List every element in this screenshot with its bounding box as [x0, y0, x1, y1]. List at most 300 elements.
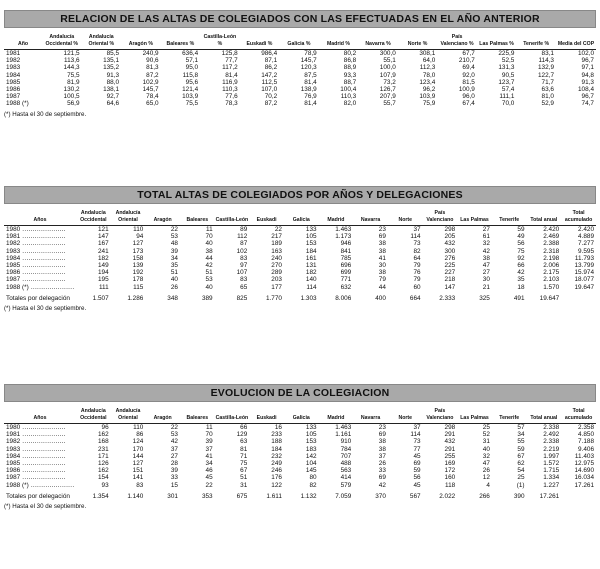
row-year: 1986	[6, 86, 21, 94]
table-cell: 59	[413, 467, 421, 475]
footnote: (*) Hasta el 30 de septiembre.	[4, 503, 87, 511]
table-cell: 42	[517, 269, 525, 277]
table-cell: 240,9	[142, 50, 159, 57]
table-cell: 78,9	[304, 50, 317, 57]
column-header: Galicia	[292, 414, 310, 421]
table-cell: 60	[413, 283, 421, 291]
totals-cell: 389	[201, 294, 213, 302]
table-cell: 26	[170, 283, 178, 291]
table-cell: 95,6	[185, 78, 199, 86]
row-year: 1980 .....................	[6, 226, 66, 233]
table-cell: 986,4	[261, 50, 278, 57]
row-year: 1985 .....................	[6, 262, 66, 270]
table-cell: 1.570	[543, 283, 560, 291]
table-cell: 67,4	[462, 100, 475, 108]
table-cell: 83	[240, 254, 248, 262]
table-cell: 100,5	[63, 93, 80, 101]
table-cell: 38	[378, 438, 386, 446]
table-row	[4, 72, 596, 79]
table-cell: 74,7	[581, 100, 594, 108]
table-cell: 153	[305, 438, 317, 446]
table-cell: 38	[378, 445, 386, 453]
table-cell: 39	[205, 438, 213, 446]
table-cell: 25	[482, 424, 490, 431]
table-cell: 205	[444, 233, 456, 241]
table-cell: 1.334	[543, 474, 560, 482]
leader-dots: .....................	[20, 460, 66, 468]
table-cell: 141	[132, 474, 144, 482]
table-altas-relacion	[4, 34, 596, 108]
table-cell: 65	[240, 283, 248, 291]
table-cell: 696	[340, 262, 352, 270]
table-cell: 203	[271, 276, 282, 284]
table-cell: 173	[132, 247, 144, 255]
row-year: 1988 (*) .....................	[6, 481, 75, 489]
table-cell: 699	[340, 269, 352, 277]
table-cell: 1.227	[543, 481, 560, 489]
table-cell: 144	[132, 452, 144, 460]
table-cell: 18.077	[574, 276, 594, 284]
totals-cell: 8.006	[335, 294, 352, 302]
table-cell: 79	[413, 276, 421, 284]
table-cell: 2.006	[543, 262, 560, 270]
table-cell: 240	[271, 254, 282, 262]
table-cell: 65,0	[146, 100, 159, 108]
table-cell: 158	[132, 254, 144, 262]
table-cell: 52	[482, 431, 490, 439]
table-cell: 12	[482, 474, 490, 482]
table-cell: 56	[413, 474, 421, 482]
column-header: Las Palmas	[460, 216, 489, 223]
table-cell: 23	[378, 424, 386, 431]
table-cell: 121,5	[63, 50, 80, 57]
table-row	[4, 262, 596, 269]
table-row	[4, 93, 596, 100]
leader-dots: .....................	[28, 481, 75, 489]
column-header: Galicia	[292, 216, 310, 223]
table-cell: 232	[271, 452, 282, 460]
table-cell: 192	[132, 269, 144, 277]
table-cell: 53	[170, 233, 178, 241]
table-cell: 63,6	[541, 86, 554, 94]
table-cell: 22	[205, 481, 213, 489]
table-cell: 88,7	[343, 78, 357, 86]
totals-cell: 664	[409, 294, 421, 302]
table-cell: 176	[271, 474, 282, 482]
table-cell: 87,1	[264, 57, 278, 65]
table-cell: 107,9	[379, 71, 396, 79]
table-cell: 122	[271, 481, 282, 489]
row-year: 1982 .....................	[6, 438, 66, 446]
totals-cell: 1.303	[300, 294, 317, 302]
table-cell: 100,0	[379, 64, 396, 72]
table-cell: 162	[97, 431, 109, 439]
totals-cell	[561, 489, 596, 500]
table-cell: 105	[305, 233, 317, 241]
table-cell: 89	[240, 226, 248, 233]
totals-cell: 325	[479, 294, 490, 302]
row-year: 1984	[6, 71, 21, 79]
table-cell: 102	[236, 247, 248, 255]
table-cell: 67	[517, 452, 525, 460]
table-cell: 79	[378, 276, 386, 284]
table-cell: 255	[444, 452, 456, 460]
table-cell: 107,0	[261, 86, 278, 94]
column-header: Baleares	[186, 216, 209, 223]
table-cell: 707	[340, 452, 352, 460]
table-cell: 112	[237, 233, 248, 241]
table-cell: 291	[444, 445, 456, 453]
table-cell: 41	[378, 254, 386, 262]
table-cell: 70	[205, 233, 213, 241]
table-cell: 16	[274, 424, 282, 431]
table-cell: 147	[444, 283, 456, 291]
table-cell: 90,5	[501, 71, 515, 79]
table-cell: 69	[378, 474, 386, 482]
column-header: Navarra %	[365, 40, 391, 47]
table-cell: 1.463	[335, 226, 352, 233]
table-cell: 147	[97, 233, 109, 241]
table-cell: 140	[305, 276, 317, 284]
table-cell: 73	[413, 240, 421, 248]
table-cell: 81,4	[304, 100, 317, 108]
table-cell: 39	[170, 247, 178, 255]
table-cell: 94	[136, 233, 144, 241]
table-cell: 85,5	[106, 50, 120, 57]
table-cell: 123,7	[498, 78, 515, 86]
table-cell: 87,2	[146, 71, 159, 79]
table-cell: 130,2	[63, 86, 80, 94]
table-cell: 17.261	[574, 481, 594, 489]
table-cell: 488	[340, 460, 352, 468]
table-cell: 563	[340, 467, 352, 475]
table-cell: 66	[240, 424, 248, 431]
table-cell: 76,9	[304, 93, 317, 101]
totals-cell: 400	[375, 294, 386, 302]
row-year: 1984 .....................	[6, 452, 66, 460]
table-cell: 37	[170, 445, 178, 453]
table-cell: 86,8	[343, 57, 357, 65]
table-cell: 112,5	[261, 78, 278, 86]
table-cell: 225,9	[498, 50, 515, 57]
table-cell: 270	[271, 262, 282, 270]
table-cell: 107	[236, 269, 248, 277]
table-cell: 70,0	[501, 100, 515, 108]
column-header: Años	[33, 216, 47, 223]
table-cell: 93	[101, 481, 109, 489]
table-cell: 133	[305, 226, 317, 233]
table-cell: 114,3	[538, 57, 554, 65]
column-header: Media del COP	[557, 40, 595, 47]
column-header: Aragón	[153, 414, 172, 421]
table-cell: 40	[205, 283, 213, 291]
table-cell: 67,7	[462, 50, 475, 57]
table-cell: 27	[482, 269, 490, 277]
table-cell: 77,6	[225, 93, 238, 101]
table-cell: 75	[240, 460, 248, 468]
table-cell: 75,5	[185, 100, 199, 108]
table-cell: 48	[170, 240, 178, 248]
totals-cell: 1.770	[265, 294, 282, 302]
table-cell: 64,6	[106, 100, 120, 108]
column-header: Años	[33, 414, 47, 421]
column-header: Norte	[398, 414, 412, 421]
table-cell: 127	[132, 240, 144, 248]
section-1-title: RELACION DE LAS ALTAS DE COLEGIADOS CON LAS EFECTUADAS EN EL AÑO ANTERIOR	[4, 10, 596, 28]
table-cell: 841	[340, 247, 352, 255]
column-header: Baleares	[186, 414, 209, 421]
table-cell: 1.997	[543, 452, 560, 460]
table-cell: 97,1	[581, 64, 594, 72]
column-header: Galicia %	[287, 40, 311, 47]
footnote: (*) Hasta el 30 de septiembre.	[4, 305, 87, 313]
column-header: Norte	[398, 216, 412, 223]
totals-cell: 491	[513, 294, 525, 302]
table-cell: 182	[97, 254, 109, 262]
table-cell: 4.889	[578, 233, 594, 241]
table-cell: 38	[205, 247, 213, 255]
table-cell: 133	[305, 424, 317, 431]
table-cell: 16.034	[574, 474, 594, 482]
leader-dots: .....................	[20, 233, 66, 241]
table-cell: 59	[517, 226, 525, 233]
table-cell: 93,3	[343, 71, 357, 79]
table-cell: 80	[309, 474, 317, 482]
table-cell: 910	[340, 438, 352, 446]
totals-cell: 348	[167, 294, 178, 302]
table-cell: 785	[340, 254, 352, 262]
table-cell: 35	[170, 262, 178, 270]
table-cell: 30	[378, 262, 386, 270]
leader-dots: .....................	[20, 240, 66, 248]
totals-row	[4, 291, 596, 302]
table-cell: 2.420	[543, 226, 560, 233]
table-row	[4, 467, 596, 474]
table-cell: 82	[309, 481, 317, 489]
table-cell: 14.690	[574, 467, 594, 475]
table-cell: 37	[205, 445, 213, 453]
table-cell: 110,3	[222, 86, 238, 94]
table-cell: 81,9	[67, 78, 80, 86]
table-cell: 47	[482, 262, 490, 270]
table-cell: 579	[340, 481, 352, 489]
table-cell: 1.173	[335, 233, 352, 241]
row-year: 1981 .....................	[6, 233, 66, 241]
table-cell: 53	[205, 276, 213, 284]
table-cell: 79	[413, 262, 421, 270]
table-cell: 171	[97, 452, 109, 460]
table-row	[4, 424, 596, 432]
table-cell: 227	[444, 269, 456, 277]
totals-cell: 7.059	[335, 492, 352, 500]
totals-cell: 1.354	[92, 492, 109, 500]
section-2-title: TOTAL ALTAS DE COLEGIADOS POR AÑOS Y DELEGACIONES	[4, 186, 596, 204]
table-cell: 81,5	[462, 78, 475, 86]
table-cell: 231	[97, 445, 109, 453]
table-cell: 11	[205, 226, 213, 233]
table-cell: 61	[482, 233, 490, 241]
table-cell: 62	[517, 460, 525, 468]
footnote: (*) Hasta el 30 de septiembre.	[4, 110, 87, 118]
table-cell: 2.219	[543, 445, 560, 453]
table-cell: 75	[517, 247, 525, 255]
column-header: Navarra	[360, 216, 381, 223]
totals-row	[4, 489, 596, 500]
table-cell: 33	[378, 467, 386, 475]
table-cell: 78,3	[225, 100, 238, 108]
leader-dots: .....................	[20, 431, 66, 439]
table-cell: 26	[378, 460, 386, 468]
table-cell: 44	[378, 283, 386, 291]
table-cell: 7.277	[578, 240, 594, 248]
table-cell: 96,7	[581, 57, 594, 65]
table-cell: 2.103	[543, 276, 560, 284]
totals-cell: 567	[409, 492, 421, 500]
table-cell: 32	[482, 452, 490, 460]
table-cell: 45	[413, 481, 421, 489]
table-cell: 135,2	[103, 64, 120, 72]
section-altas-relacion	[4, 10, 596, 118]
table-cell: 144,3	[63, 64, 80, 72]
table-cell: 83	[240, 276, 248, 284]
table-cell: 289	[271, 269, 282, 277]
table-row	[4, 240, 596, 247]
table-row	[4, 438, 596, 445]
table-cell: 300	[444, 247, 456, 255]
table-cell: 37	[413, 424, 421, 431]
table-cell: 96,0	[462, 93, 475, 101]
table-cell: 26	[482, 467, 490, 475]
table-cell: 112,3	[419, 64, 436, 72]
table-cell: 111,1	[499, 93, 515, 101]
column-header: Madrid	[327, 216, 345, 223]
table-cell: 123,4	[419, 78, 436, 86]
table-cell: 42	[482, 247, 490, 255]
table-cell: 139	[132, 262, 144, 270]
table-cell: 73,2	[383, 78, 396, 86]
table-cell: 432	[444, 240, 456, 248]
table-cell: 2.198	[543, 254, 560, 262]
column-header: Norte %	[407, 40, 428, 47]
totals-cell	[561, 291, 596, 302]
column-header: Madrid %	[326, 40, 351, 47]
table-cell: 81,4	[225, 71, 238, 79]
table-cell: 114	[306, 283, 317, 291]
totals-cell: 2.333	[439, 294, 456, 302]
table-cell: 178	[132, 276, 144, 284]
table-cell: 142	[305, 452, 317, 460]
totals-cell: 1.507	[92, 294, 109, 302]
table-cell: 94,8	[581, 71, 594, 79]
table-cell: 636,4	[182, 50, 199, 57]
table-cell: 145	[305, 467, 317, 475]
row-year: 1988 (*) .....................	[6, 283, 75, 291]
column-header: Baleares %	[166, 40, 195, 47]
table-cell: 63	[240, 438, 248, 446]
table-cell: 96	[101, 424, 109, 431]
column-header: Año	[17, 40, 29, 47]
table-cell: 22	[170, 424, 178, 431]
table-cell: 77,7	[225, 57, 238, 65]
table-cell: 184	[305, 247, 317, 255]
table-cell: 161	[305, 254, 317, 262]
table-cell: 300,0	[379, 50, 396, 57]
table-row	[4, 86, 596, 93]
table-cell: 69	[378, 431, 386, 439]
table-cell: 414	[340, 474, 352, 482]
table-row	[4, 460, 596, 467]
table-cell: 2.338	[543, 438, 560, 446]
table-cell: 11	[205, 424, 213, 431]
table-row	[4, 453, 596, 460]
row-year: 1980 .....................	[6, 424, 66, 431]
table-cell: 195	[97, 276, 109, 284]
table-cell: 188	[271, 438, 282, 446]
table-cell: 57,4	[501, 86, 515, 94]
table-cell: 86	[136, 431, 144, 439]
table-cell: 7.188	[578, 438, 594, 446]
column-header: País Valenciano %	[440, 34, 474, 47]
totals-cell: 1.611	[266, 492, 282, 500]
table-cell: 104	[305, 460, 317, 468]
table-cell: 114	[410, 233, 421, 241]
table-cell: 87,5	[304, 71, 317, 79]
table-cell: 241	[97, 247, 109, 255]
column-header: Andalucía Occidental	[80, 210, 107, 223]
table-cell: 2.420	[578, 226, 594, 233]
table-cell: 46	[205, 467, 213, 475]
table-row	[4, 284, 596, 291]
table-cell: 52,9	[541, 100, 554, 108]
table-cell: 138,1	[103, 86, 120, 94]
table-row	[4, 100, 596, 107]
row-year: 1982	[6, 57, 21, 65]
row-year: 1985	[6, 78, 21, 86]
table-cell: 51	[205, 269, 213, 277]
table-cell: 182	[305, 269, 317, 277]
table-row	[4, 64, 596, 71]
table-cell: 122,7	[538, 71, 554, 79]
table-cell: 2.358	[578, 424, 594, 431]
table-cell: 40	[205, 240, 213, 248]
table-cell: 114	[410, 431, 421, 439]
table-evolucion	[4, 408, 596, 500]
section-3-title: EVOLUCION DE LA COLEGIACION	[4, 384, 596, 402]
table-cell: 19.647	[574, 283, 594, 291]
column-header: Andalucía Occidental	[80, 408, 107, 421]
table-cell: 110	[133, 424, 144, 431]
table-row	[4, 233, 596, 240]
table-cell: 87	[240, 240, 248, 248]
table-cell: 2.388	[543, 240, 560, 248]
table-cell: 37	[413, 226, 421, 233]
table-cell: 81,0	[541, 93, 554, 101]
table-cell: 189	[271, 240, 282, 248]
table-cell: 771	[340, 276, 352, 284]
table-cell: 38	[378, 247, 386, 255]
column-header: Las Palmas %	[479, 40, 514, 47]
table-cell: 131	[305, 262, 317, 270]
table-cell: 172	[444, 467, 456, 475]
table-cell: 55,7	[383, 100, 396, 108]
table-cell: 96,2	[422, 86, 436, 94]
leader-dots: .....................	[20, 467, 66, 475]
table-cell: 59	[517, 445, 525, 453]
table-cell: 96,7	[581, 93, 594, 101]
table-cell: 153	[305, 240, 317, 248]
table-row	[4, 57, 596, 64]
table-cell: 1.161	[335, 431, 352, 439]
